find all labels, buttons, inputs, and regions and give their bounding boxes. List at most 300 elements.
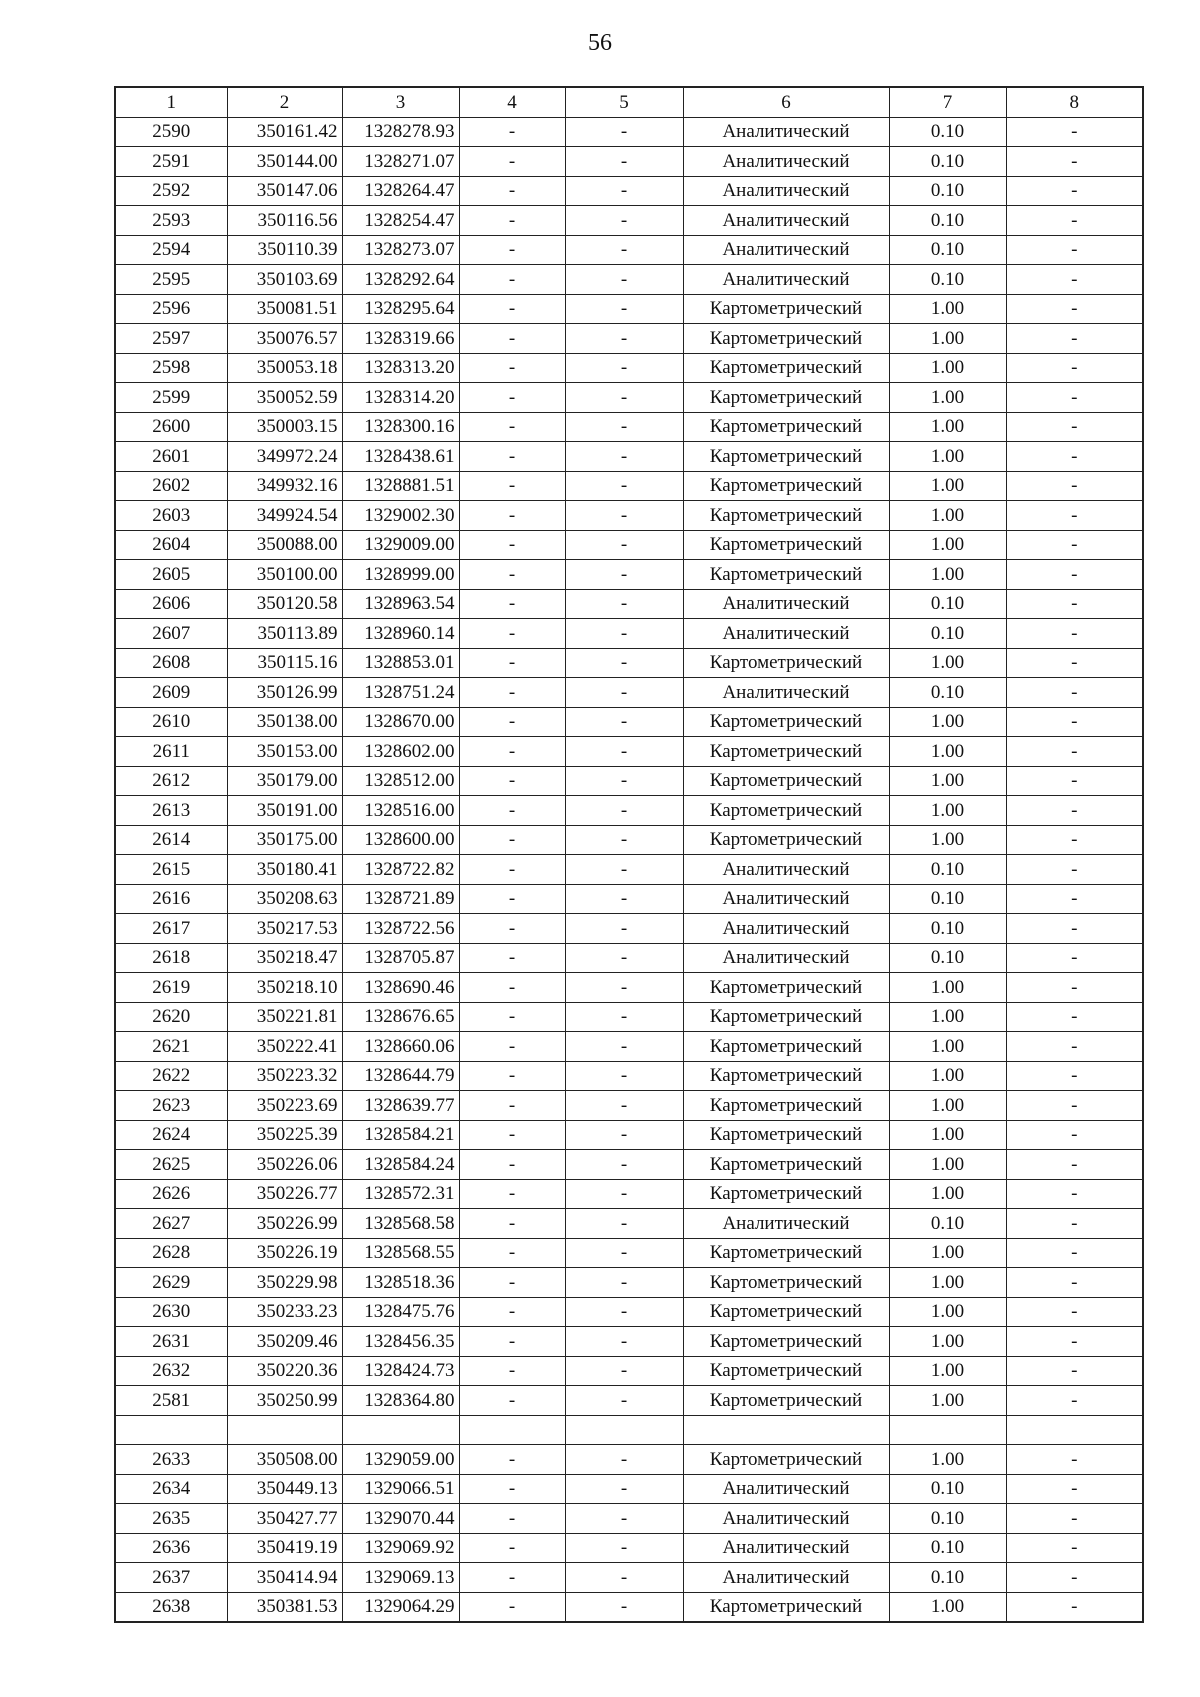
table-cell-col-1: 2608: [115, 648, 227, 678]
table-cell-col-5: -: [565, 943, 683, 973]
table-cell-col-4: -: [459, 1356, 565, 1386]
table-cell-col-2: 350419.19: [227, 1533, 342, 1563]
table-cell-col-7: 0.10: [889, 235, 1006, 265]
table-cell-col-3: 1328676.65: [342, 1002, 459, 1032]
table-cell-col-8: -: [1006, 1563, 1143, 1593]
table-cell-col-3: 1328568.55: [342, 1238, 459, 1268]
table-cell-col-1: 2592: [115, 176, 227, 206]
table-cell-col-5: -: [565, 1032, 683, 1062]
table-cell-col-7: 1.00: [889, 1120, 1006, 1150]
table-row: [115, 1061, 1143, 1091]
table-cell-col-6: Картометрический: [683, 973, 889, 1003]
table-cell-col-6: Картометрический: [683, 530, 889, 560]
table-row: [115, 943, 1143, 973]
table-cell-col-5: -: [565, 530, 683, 560]
table-cell-col-4: -: [459, 1504, 565, 1534]
table-cell-col-4: -: [459, 1002, 565, 1032]
table-cell-col-3: 1328512.00: [342, 766, 459, 796]
table-cell-col-6: Картометрический: [683, 825, 889, 855]
table-cell-col-7: 1.00: [889, 294, 1006, 324]
table-cell-col-2: 350076.57: [227, 324, 342, 354]
table-cell-col-7: 1.00: [889, 560, 1006, 590]
table-row: [115, 1356, 1143, 1386]
column-header-5: 5: [565, 87, 683, 117]
table-cell-col-7: 1.00: [889, 737, 1006, 767]
table-cell-col-6: Картометрический: [683, 560, 889, 590]
table-row: [115, 176, 1143, 206]
table-cell-col-4: -: [459, 176, 565, 206]
table-cell-col-6: Картометрический: [683, 353, 889, 383]
table-cell-col-3: 1328292.64: [342, 265, 459, 295]
table-row: [115, 1238, 1143, 1268]
table-cell-col-3: 1328721.89: [342, 884, 459, 914]
table-row: [115, 1563, 1143, 1593]
table-cell-col-4: -: [459, 648, 565, 678]
table-cell-col-1: 2602: [115, 471, 227, 501]
table-cell-col-1: 2596: [115, 294, 227, 324]
table-cell-col-2: 350223.32: [227, 1061, 342, 1091]
table-cell-col-5: -: [565, 1327, 683, 1357]
table-cell-col-8: -: [1006, 324, 1143, 354]
table-cell-col-4: -: [459, 1091, 565, 1121]
table-cell-col-3: 1328963.54: [342, 589, 459, 619]
table-cell-col-7: 1.00: [889, 442, 1006, 472]
table-cell-col-8: [1006, 1415, 1143, 1445]
table-cell-col-7: 1.00: [889, 1002, 1006, 1032]
table-cell-col-1: 2611: [115, 737, 227, 767]
table-cell-col-7: 1.00: [889, 1445, 1006, 1475]
table-cell-col-7: 0.10: [889, 265, 1006, 295]
table-cell-col-5: -: [565, 1504, 683, 1534]
table-cell-col-4: -: [459, 1592, 565, 1622]
table-row: [115, 1592, 1143, 1622]
table-cell-col-7: 1.00: [889, 1327, 1006, 1357]
table-cell-col-8: -: [1006, 560, 1143, 590]
table-cell-col-3: 1328881.51: [342, 471, 459, 501]
table-cell-col-8: -: [1006, 855, 1143, 885]
table-cell-col-6: Картометрический: [683, 1179, 889, 1209]
table-cell-col-4: -: [459, 442, 565, 472]
table-cell-col-1: 2638: [115, 1592, 227, 1622]
table-cell-col-2: 350153.00: [227, 737, 342, 767]
table-cell-col-7: 1.00: [889, 766, 1006, 796]
table-cell-col-1: 2599: [115, 383, 227, 413]
table-cell-col-6: Картометрический: [683, 294, 889, 324]
table-cell-col-1: 2627: [115, 1209, 227, 1239]
table-cell-col-5: -: [565, 884, 683, 914]
table-cell-col-4: -: [459, 1120, 565, 1150]
table-row: [115, 884, 1143, 914]
table-cell-col-8: -: [1006, 383, 1143, 413]
table-cell-col-5: -: [565, 176, 683, 206]
table-cell-col-7: 0.10: [889, 619, 1006, 649]
table-cell-col-6: Картометрический: [683, 1120, 889, 1150]
column-header-8: 8: [1006, 87, 1143, 117]
table-cell-col-8: -: [1006, 796, 1143, 826]
table-cell-col-3: 1329064.29: [342, 1592, 459, 1622]
table-cell-col-5: -: [565, 1209, 683, 1239]
table-row: [115, 1504, 1143, 1534]
table-cell-col-6: Аналитический: [683, 589, 889, 619]
table-cell-col-7: 0.10: [889, 914, 1006, 944]
table-cell-col-3: 1329059.00: [342, 1445, 459, 1475]
table-cell-col-2: 350120.58: [227, 589, 342, 619]
table-cell-col-6: Аналитический: [683, 1504, 889, 1534]
table-cell-col-5: -: [565, 796, 683, 826]
table-row: [115, 678, 1143, 708]
table-cell-col-7: 1.00: [889, 412, 1006, 442]
table-cell-col-6: Аналитический: [683, 265, 889, 295]
table-cell-col-6: Картометрический: [683, 1061, 889, 1091]
table-cell-col-4: -: [459, 1032, 565, 1062]
table-cell-col-2: 350175.00: [227, 825, 342, 855]
table-row: [115, 1474, 1143, 1504]
table-row: [115, 855, 1143, 885]
table-cell-col-7: 0.10: [889, 1533, 1006, 1563]
table-cell-col-1: 2632: [115, 1356, 227, 1386]
table-cell-col-8: -: [1006, 619, 1143, 649]
table-cell-col-5: -: [565, 1563, 683, 1593]
table-cell-col-8: -: [1006, 1533, 1143, 1563]
table-cell-col-5: -: [565, 147, 683, 177]
table-cell-col-6: [683, 1415, 889, 1445]
table-cell-col-4: -: [459, 1061, 565, 1091]
table-cell-col-7: 1.00: [889, 825, 1006, 855]
table-cell-col-8: -: [1006, 117, 1143, 147]
table-row: [115, 442, 1143, 472]
table-cell-col-6: Аналитический: [683, 619, 889, 649]
table-cell-col-6: Картометрический: [683, 737, 889, 767]
table-row: [115, 1179, 1143, 1209]
table-cell-col-6: Аналитический: [683, 678, 889, 708]
table-cell-col-3: 1328584.21: [342, 1120, 459, 1150]
table-cell-col-7: 0.10: [889, 1563, 1006, 1593]
table-header-row: [115, 87, 1143, 117]
table-cell-col-2: 350113.89: [227, 619, 342, 649]
table-cell-col-8: -: [1006, 1504, 1143, 1534]
table-cell-col-3: 1328364.80: [342, 1386, 459, 1416]
table-cell-col-3: 1329002.30: [342, 501, 459, 531]
table-cell-col-3: 1328705.87: [342, 943, 459, 973]
table-cell-col-2: 350081.51: [227, 294, 342, 324]
table-cell-col-2: 350218.10: [227, 973, 342, 1003]
table-cell-col-4: -: [459, 589, 565, 619]
table-cell-col-8: -: [1006, 1209, 1143, 1239]
table-cell-col-3: 1328644.79: [342, 1061, 459, 1091]
table-cell-col-8: -: [1006, 943, 1143, 973]
table-cell-col-7: 0.10: [889, 176, 1006, 206]
table-cell-col-3: 1328584.24: [342, 1150, 459, 1180]
table-cell-col-6: Картометрический: [683, 1032, 889, 1062]
table-cell-col-6: Аналитический: [683, 117, 889, 147]
table-cell-col-1: 2604: [115, 530, 227, 560]
table-cell-col-4: -: [459, 1268, 565, 1298]
table-cell-col-5: -: [565, 412, 683, 442]
table-cell-col-7: 1.00: [889, 973, 1006, 1003]
table-cell-col-6: Картометрический: [683, 324, 889, 354]
table-cell-col-1: 2612: [115, 766, 227, 796]
table-cell-col-6: Картометрический: [683, 766, 889, 796]
table-cell-col-6: Аналитический: [683, 1533, 889, 1563]
table-cell-col-6: Картометрический: [683, 471, 889, 501]
table-cell-col-8: -: [1006, 1327, 1143, 1357]
table-cell-col-1: 2624: [115, 1120, 227, 1150]
table-cell-col-5: -: [565, 1474, 683, 1504]
table-cell-col-6: Картометрический: [683, 1356, 889, 1386]
table-cell-col-5: -: [565, 294, 683, 324]
table-cell-col-2: 350226.99: [227, 1209, 342, 1239]
table-cell-col-2: 350116.56: [227, 206, 342, 236]
table-cell-col-1: 2618: [115, 943, 227, 973]
table-row: [115, 619, 1143, 649]
table-row: [115, 1002, 1143, 1032]
table-cell-col-6: Аналитический: [683, 176, 889, 206]
table-row: [115, 294, 1143, 324]
table-row: [115, 560, 1143, 590]
table-cell-col-6: Картометрический: [683, 1386, 889, 1416]
table-cell-col-5: -: [565, 737, 683, 767]
table-cell-col-5: -: [565, 766, 683, 796]
table-cell-col-7: 1.00: [889, 324, 1006, 354]
table-cell-col-2: 350218.47: [227, 943, 342, 973]
table-cell-col-6: Картометрический: [683, 383, 889, 413]
table-cell-col-8: -: [1006, 442, 1143, 472]
table-cell-col-7: 1.00: [889, 1268, 1006, 1298]
table-cell-col-3: 1328314.20: [342, 383, 459, 413]
table-cell-col-7: 0.10: [889, 943, 1006, 973]
table-cell-col-4: [459, 1415, 565, 1445]
table-cell-col-6: Картометрический: [683, 1268, 889, 1298]
table-cell-col-4: -: [459, 707, 565, 737]
table-cell-col-7: 0.10: [889, 1504, 1006, 1534]
table-cell-col-2: 350508.00: [227, 1445, 342, 1475]
table-cell-col-6: Картометрический: [683, 412, 889, 442]
table-cell-col-5: -: [565, 117, 683, 147]
table-cell-col-4: -: [459, 1474, 565, 1504]
table-cell-col-5: -: [565, 648, 683, 678]
table-cell-col-4: -: [459, 353, 565, 383]
table-row: [115, 914, 1143, 944]
table-cell-col-1: 2630: [115, 1297, 227, 1327]
column-header-3: 3: [342, 87, 459, 117]
table-cell-col-2: 350427.77: [227, 1504, 342, 1534]
table-cell-col-4: -: [459, 1297, 565, 1327]
table-cell-col-3: 1329070.44: [342, 1504, 459, 1534]
table-cell-col-2: 350110.39: [227, 235, 342, 265]
table-cell-col-4: -: [459, 1386, 565, 1416]
table-cell-col-5: -: [565, 353, 683, 383]
table-cell-col-5: -: [565, 442, 683, 472]
table-cell-col-1: 2597: [115, 324, 227, 354]
table-cell-col-5: -: [565, 265, 683, 295]
table-cell-col-1: 2637: [115, 1563, 227, 1593]
table-cell-col-1: 2616: [115, 884, 227, 914]
table-row: [115, 1120, 1143, 1150]
table-cell-col-2: 349932.16: [227, 471, 342, 501]
table-cell-col-1: [115, 1415, 227, 1445]
table-cell-col-6: Аналитический: [683, 914, 889, 944]
table-cell-col-6: Картометрический: [683, 1238, 889, 1268]
table-cell-col-2: 350161.42: [227, 117, 342, 147]
table-row: [115, 265, 1143, 295]
table-cell-col-4: -: [459, 1563, 565, 1593]
table-cell-col-3: 1328660.06: [342, 1032, 459, 1062]
table-cell-col-5: -: [565, 1061, 683, 1091]
table-cell-col-7: 1.00: [889, 707, 1006, 737]
table-cell-col-1: 2606: [115, 589, 227, 619]
table-cell-col-4: -: [459, 884, 565, 914]
table-row: [115, 796, 1143, 826]
table-cell-col-3: 1328960.14: [342, 619, 459, 649]
table-cell-col-1: 2622: [115, 1061, 227, 1091]
table-cell-col-7: 1.00: [889, 471, 1006, 501]
table-row: [115, 766, 1143, 796]
table-cell-col-1: 2581: [115, 1386, 227, 1416]
table-cell-col-8: -: [1006, 825, 1143, 855]
table-cell-col-3: 1328424.73: [342, 1356, 459, 1386]
table-cell-col-8: -: [1006, 589, 1143, 619]
table-cell-col-3: 1328751.24: [342, 678, 459, 708]
table-cell-col-4: -: [459, 265, 565, 295]
table-row: [115, 648, 1143, 678]
table-row: [115, 353, 1143, 383]
table-cell-col-5: -: [565, 1386, 683, 1416]
table-cell-col-1: 2614: [115, 825, 227, 855]
table-cell-col-5: -: [565, 1150, 683, 1180]
table-cell-col-7: 1.00: [889, 1238, 1006, 1268]
table-cell-col-2: 350226.19: [227, 1238, 342, 1268]
table-row: [115, 1297, 1143, 1327]
table-cell-col-5: -: [565, 1179, 683, 1209]
table-cell-col-4: -: [459, 206, 565, 236]
table-cell-col-6: Аналитический: [683, 206, 889, 236]
table-cell-col-8: -: [1006, 1268, 1143, 1298]
table-cell-col-8: -: [1006, 973, 1143, 1003]
table-cell-col-4: -: [459, 1150, 565, 1180]
table-cell-col-1: 2595: [115, 265, 227, 295]
table-cell-col-4: -: [459, 914, 565, 944]
table-cell-col-3: [342, 1415, 459, 1445]
table-cell-col-3: 1328516.00: [342, 796, 459, 826]
table-cell-col-7: 0.10: [889, 1209, 1006, 1239]
table-cell-col-6: Аналитический: [683, 1474, 889, 1504]
table-cell-col-5: -: [565, 235, 683, 265]
table-cell-col-3: 1328319.66: [342, 324, 459, 354]
table-cell-col-8: -: [1006, 1179, 1143, 1209]
table-cell-col-5: -: [565, 324, 683, 354]
table-cell-col-5: -: [565, 825, 683, 855]
column-header-1: 1: [115, 87, 227, 117]
table-row: [115, 1032, 1143, 1062]
table-row: [115, 1445, 1143, 1475]
table-cell-col-4: -: [459, 943, 565, 973]
column-header-7: 7: [889, 87, 1006, 117]
table-row: [115, 501, 1143, 531]
table-cell-col-4: -: [459, 1327, 565, 1357]
table-cell-col-3: 1328602.00: [342, 737, 459, 767]
table-cell-col-4: -: [459, 678, 565, 708]
table-row: [115, 589, 1143, 619]
table-cell-col-8: -: [1006, 530, 1143, 560]
table-cell-col-3: 1328438.61: [342, 442, 459, 472]
table-cell-col-8: -: [1006, 884, 1143, 914]
table-cell-col-2: 349924.54: [227, 501, 342, 531]
table-cell-col-8: -: [1006, 766, 1143, 796]
table-cell-col-7: 0.10: [889, 1474, 1006, 1504]
table-cell-col-2: 350222.41: [227, 1032, 342, 1062]
table-cell-col-2: 350250.99: [227, 1386, 342, 1416]
table-cell-col-8: -: [1006, 176, 1143, 206]
table-cell-col-1: 2593: [115, 206, 227, 236]
table-cell-col-8: -: [1006, 1445, 1143, 1475]
table-cell-col-1: 2621: [115, 1032, 227, 1062]
table-cell-col-1: 2629: [115, 1268, 227, 1298]
table-cell-col-5: [565, 1415, 683, 1445]
table-row: [115, 471, 1143, 501]
table-cell-col-1: 2626: [115, 1179, 227, 1209]
table-cell-col-1: 2635: [115, 1504, 227, 1534]
table-cell-col-2: 350217.53: [227, 914, 342, 944]
table-cell-col-2: 350229.98: [227, 1268, 342, 1298]
table-cell-col-3: 1328475.76: [342, 1297, 459, 1327]
table-row: [115, 1091, 1143, 1121]
table-cell-col-4: -: [459, 471, 565, 501]
column-header-2: 2: [227, 87, 342, 117]
table-cell-col-4: -: [459, 117, 565, 147]
table-cell-col-1: 2625: [115, 1150, 227, 1180]
table-row: [115, 530, 1143, 560]
table-cell-col-1: 2617: [115, 914, 227, 944]
table-cell-col-6: Аналитический: [683, 943, 889, 973]
table-cell-col-3: 1328600.00: [342, 825, 459, 855]
table-cell-col-8: -: [1006, 471, 1143, 501]
table-cell-col-8: -: [1006, 1386, 1143, 1416]
table-cell-col-8: -: [1006, 1297, 1143, 1327]
table-cell-col-8: -: [1006, 294, 1143, 324]
table-cell-col-2: 350100.00: [227, 560, 342, 590]
table-cell-col-8: -: [1006, 1474, 1143, 1504]
table-cell-col-2: 350381.53: [227, 1592, 342, 1622]
table-cell-col-1: 2603: [115, 501, 227, 531]
table-cell-col-6: Картометрический: [683, 1592, 889, 1622]
table-cell-col-1: 2633: [115, 1445, 227, 1475]
table-cell-col-4: -: [459, 560, 565, 590]
table-cell-col-3: 1328670.00: [342, 707, 459, 737]
table-cell-col-1: 2610: [115, 707, 227, 737]
table-cell-col-7: 1.00: [889, 1386, 1006, 1416]
table-cell-col-5: -: [565, 707, 683, 737]
table-cell-col-1: 2600: [115, 412, 227, 442]
table-row: [115, 1150, 1143, 1180]
table-cell-col-5: -: [565, 1297, 683, 1327]
table-row: [115, 324, 1143, 354]
table-cell-col-5: -: [565, 1238, 683, 1268]
table-cell-col-3: 1328273.07: [342, 235, 459, 265]
table-cell-col-7: 1.00: [889, 1592, 1006, 1622]
table-row: [115, 147, 1143, 177]
table-cell-col-6: Аналитический: [683, 1563, 889, 1593]
table-row: [115, 117, 1143, 147]
table-cell-col-7: 0.10: [889, 206, 1006, 236]
table-cell-col-7: 0.10: [889, 117, 1006, 147]
table-cell-col-1: 2607: [115, 619, 227, 649]
table-cell-col-6: Аналитический: [683, 855, 889, 885]
coordinates-table: [114, 86, 1144, 1623]
table-cell-col-4: -: [459, 855, 565, 885]
table-row: [115, 412, 1143, 442]
table-cell-col-7: 1.00: [889, 1061, 1006, 1091]
table-cell-col-5: -: [565, 1120, 683, 1150]
